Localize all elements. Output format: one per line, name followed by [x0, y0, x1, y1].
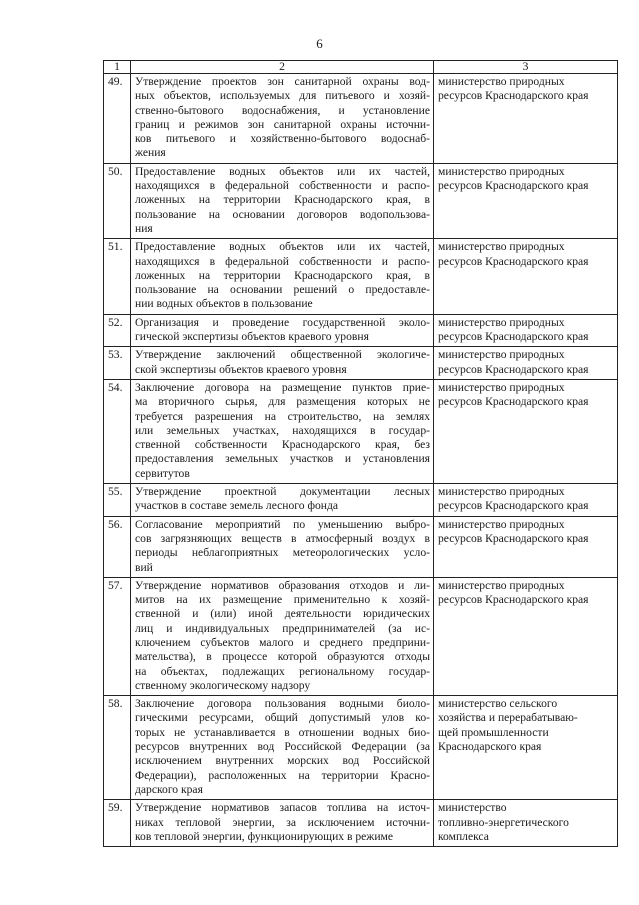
row-number: 53.	[104, 347, 131, 380]
description-line: Федерации), расположенных на территории Красно-	[135, 768, 430, 782]
description-line: ков тепловой энергии, функционирующих в режиме	[135, 829, 394, 843]
description-line: Утверждение заключений общественной экологиче-	[135, 348, 430, 362]
responsible-authority	[434, 314, 618, 347]
service-description	[131, 314, 434, 347]
table-row	[104, 379, 618, 483]
table-row	[104, 314, 618, 347]
service-description	[131, 577, 434, 695]
description-line: или земельных участках, находящихся в государ-	[135, 423, 430, 437]
description-line: находящихся в федеральной собственности и распо-	[135, 254, 430, 268]
service-description	[131, 800, 434, 847]
description-line: Утверждение нормативов запасов топлива на источ-	[135, 801, 430, 815]
service-description	[131, 379, 434, 483]
authority-line: ресурсов Краснодарского края	[438, 330, 589, 344]
responsible-authority	[434, 74, 618, 164]
description-line: нии водных объектов в пользование	[135, 297, 313, 311]
row-number: 52.	[104, 314, 131, 347]
authority-line: министерство сельского	[438, 697, 558, 711]
description-line: сервитутов	[135, 466, 190, 480]
service-description	[131, 347, 434, 380]
description-line: гической экспертизы объектов краевого уровня	[135, 330, 369, 344]
description-line: ключением субъектов малого и среднего предприни-	[135, 635, 430, 649]
responsible-authority	[434, 577, 618, 695]
table-row	[104, 696, 618, 800]
description-line: лиц и индивидуальных предпринимателей (за ис-	[135, 621, 430, 635]
description-line: границ и режимов зон санитарной охраны источни-	[135, 117, 430, 131]
table-row	[104, 577, 618, 695]
description-line: сов загрязняющих веществ в атмосферный воздух в	[135, 531, 430, 545]
description-line: ма вторичного сырья, для размещения которых не	[135, 395, 430, 409]
table-row	[104, 347, 618, 380]
description-line: жения	[135, 146, 166, 160]
authority-line: ресурсов Краснодарского края	[438, 395, 589, 409]
description-line: Заключение договора на размещение пунктов прие-	[135, 380, 430, 394]
description-line: пользование на основании договоров водопользова-	[135, 207, 430, 221]
description-line: торых не устанавливается в отношении водных био-	[135, 725, 430, 739]
description-line: Организация и проведение государственной эколо-	[135, 315, 430, 329]
responsible-authority	[434, 347, 618, 380]
description-line: участков в составе земель лесного фонда	[135, 499, 339, 513]
service-description	[131, 163, 434, 238]
authority-line: ресурсов Краснодарского края	[438, 254, 589, 268]
header-col-3: 3	[434, 61, 618, 74]
description-line: Утверждение нормативов образования отходов и ли-	[135, 578, 430, 592]
service-description	[131, 516, 434, 577]
responsible-authority	[434, 800, 618, 847]
table-header-row	[104, 61, 618, 74]
row-number: 58.	[104, 696, 131, 800]
row-number: 56.	[104, 516, 131, 577]
description-line: Предоставление водных объектов или их частей,	[135, 240, 430, 254]
table-row	[104, 484, 618, 517]
description-line: ской экспертизы объектов краевого уровня	[135, 362, 347, 376]
description-line: на объектах, подлежащих региональному государ-	[135, 664, 430, 678]
table-row	[104, 239, 618, 314]
description-line: Утверждение проектной документации лесных	[135, 485, 430, 499]
authority-line: министерство природных	[438, 240, 565, 254]
authority-line: комплекса	[438, 829, 489, 843]
service-description	[131, 484, 434, 517]
table-row	[104, 800, 618, 847]
authority-line: ресурсов Краснодарского края	[438, 499, 589, 513]
authority-line: Краснодарского края	[438, 740, 542, 754]
row-number: 55.	[104, 484, 131, 517]
description-line: ственно-бытового водоснабжения, и установление	[135, 103, 430, 117]
description-line: ков питьевого и хозяйственно-бытового водоснаб-	[135, 132, 430, 146]
responsible-authority	[434, 696, 618, 800]
description-line: пользование на основании решений о предоставле-	[135, 283, 430, 297]
description-line: ния	[135, 221, 153, 235]
description-line: требуется разрешения на строительство, на землях	[135, 409, 430, 423]
authority-line: ресурсов Краснодарского края	[438, 362, 589, 376]
table-row	[104, 74, 618, 164]
row-number: 51.	[104, 239, 131, 314]
authority-line: ресурсов Краснодарского края	[438, 89, 589, 103]
authority-line: министерство	[438, 801, 507, 815]
service-description	[131, 239, 434, 314]
row-number: 50.	[104, 163, 131, 238]
service-description	[131, 74, 434, 164]
authority-line: ресурсов Краснодарского края	[438, 531, 589, 545]
header-col-2: 2	[131, 61, 434, 74]
description-line: Согласование мероприятий по уменьшению выбро-	[135, 517, 430, 531]
authority-line: министерство природных	[438, 485, 565, 499]
authority-line: министерство природных	[438, 380, 565, 394]
table-body	[104, 74, 618, 847]
authority-line: министерство природных	[438, 315, 565, 329]
responsible-authority	[434, 379, 618, 483]
authority-line: щей промышленности	[438, 725, 549, 739]
row-number: 54.	[104, 379, 131, 483]
description-line: мательства), в процессе которой образуются отходы	[135, 650, 430, 664]
page-number: 6	[316, 36, 323, 51]
authority-line: министерство природных	[438, 578, 565, 592]
authority-line: министерство природных	[438, 348, 565, 362]
authority-line: министерство природных	[438, 75, 565, 88]
description-line: митов на их размещение применительно к хозяй-	[135, 593, 430, 607]
description-line: Утверждение проектов зон санитарной охраны вод-	[135, 75, 430, 88]
description-line: находящихся в федеральной собственности и распо-	[135, 179, 430, 193]
row-number: 57.	[104, 577, 131, 695]
description-line: ственному экологическому надзору	[135, 678, 311, 692]
description-line: Предоставление водных объектов или их частей,	[135, 164, 430, 178]
table-row	[104, 163, 618, 238]
responsible-authority	[434, 484, 618, 517]
description-line: ресурсов внутренних вод Российской Федерации (за	[135, 740, 430, 754]
responsible-authority	[434, 239, 618, 314]
description-line: предоставления земельных участков и установления	[135, 452, 430, 466]
authorities-table	[103, 60, 618, 847]
service-description	[131, 696, 434, 800]
authority-line: министерство природных	[438, 517, 565, 531]
authority-line: хозяйства и перерабатываю-	[438, 711, 578, 725]
row-number: 49.	[104, 74, 131, 164]
authority-line: министерство природных	[438, 164, 565, 178]
table-row	[104, 516, 618, 577]
description-line: периоды неблагоприятных метеорологических усло-	[135, 546, 430, 560]
description-line: ложенных на территории Краснодарского края, в	[135, 268, 430, 282]
description-line: гическими ресурсами, общий допустимый улов ко-	[135, 711, 430, 725]
description-line: исключением внутренних морских вод Российской	[135, 754, 430, 768]
description-line: ственной собственности Краснодарского края, без	[135, 438, 430, 452]
description-line: дарского края	[135, 782, 203, 796]
description-line: ственной и (или) иной деятельности юридических	[135, 607, 430, 621]
header-col-1: 1	[104, 61, 131, 74]
description-line: вий	[135, 560, 153, 574]
authority-line: топливно-энергетического	[438, 815, 569, 829]
authority-line: ресурсов Краснодарского края	[438, 179, 589, 193]
authority-line: ресурсов Краснодарского края	[438, 593, 589, 607]
description-line: ложенных на территории Краснодарского края, в	[135, 193, 430, 207]
description-line: Заключение договора пользования водными биоло-	[135, 697, 430, 711]
description-line: никах тепловой энергии, за исключением источни-	[135, 815, 430, 829]
description-line: ных объектов, используемых для питьевого и хозяй-	[135, 89, 430, 103]
responsible-authority	[434, 163, 618, 238]
row-number: 59.	[104, 800, 131, 847]
responsible-authority	[434, 516, 618, 577]
